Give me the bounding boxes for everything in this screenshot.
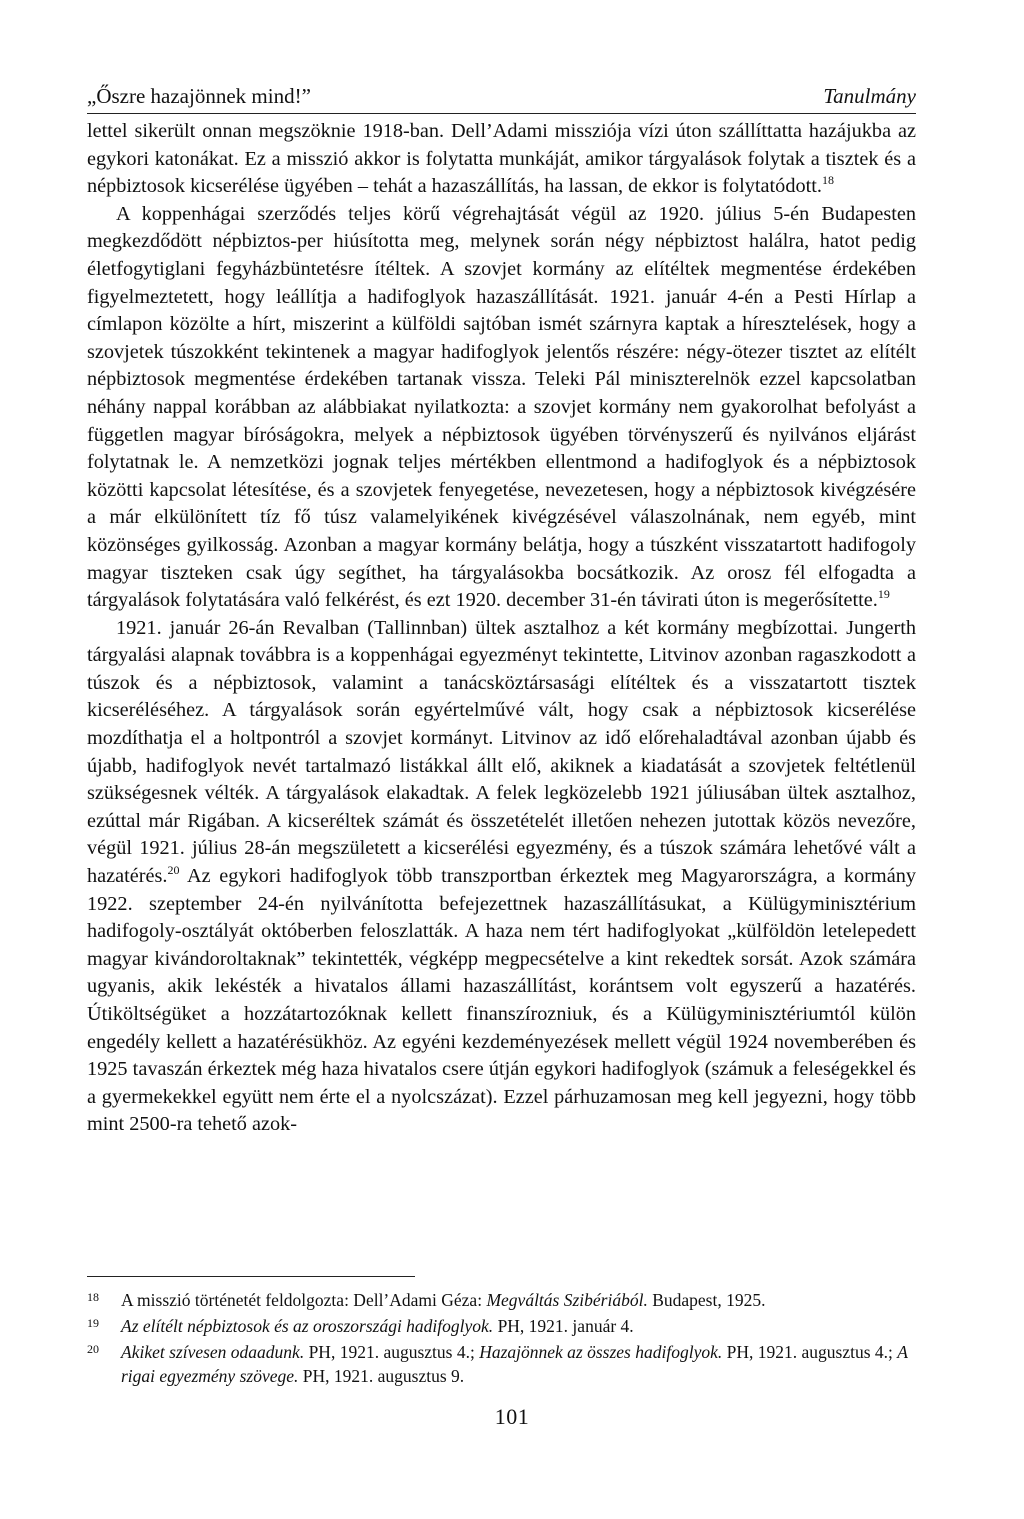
footnote-separator — [87, 1276, 415, 1277]
footnote-title: A rigai egyezmény szövege. — [121, 1342, 908, 1386]
footnote-19: 19 Az elítélt népbiztosok és az oroszországi hadifoglyok. PH, 1921. január 4. — [87, 1314, 916, 1338]
page-number: 101 — [494, 1404, 530, 1429]
footnote-number: 19 — [87, 1316, 99, 1330]
running-header — [87, 80, 916, 114]
running-header-section: Tanulmány — [823, 84, 916, 108]
footnote-ref-20[interactable]: 20 — [167, 863, 180, 878]
footnotes — [87, 1288, 916, 1390]
body-text — [87, 118, 916, 1139]
footnote-ref-18[interactable]: 18 — [821, 173, 834, 188]
footnote-title: Megváltás Szibériából. — [486, 1290, 648, 1310]
footnote-number: 18 — [87, 1290, 99, 1304]
footnote-18: 18 A misszió történetét feldolgozta: Dell’Adami Géza: Megváltás Szibériából. Budapest, 1925. — [87, 1288, 916, 1312]
paragraph-1: lettel sikerült onnan megszöknie 1918-ban. Dell’Adami missziója vízi úton szállíttatta hazájukba az egykori katonákat. Ez a misszió akkor is folytatta munkáját, amikor tárgyalások folytak a tisztek és a népbiztosok kicserélése ügyében – tehát a hazaszállítás, ha lassan, de ekkor is folytatódott.$^{18}$ — [87, 120, 916, 198]
footnote-number: 20 — [87, 1342, 99, 1356]
footnote-20: 20 Akiket szívesen odaadunk. PH, 1921. augusztus 4.; Hazajönnek az összes hadifoglyok. PH, 1921. augusztus 4.; A rigai egyezmény szövege. PH, 1921. augusztus 9. — [87, 1340, 916, 1388]
footnote-title: Hazajönnek az összes hadifoglyok. — [479, 1342, 723, 1362]
paragraph-2: A koppenhágai szerződés teljes körű végrehajtását végül az 1920. július 5-én Budapesten megkezdődött népbiztos-per hiúsította meg, melynek során négy népbiztost halálra, hatot pedig életfogytiglani fegyházbüntetésre ítéltek. A szovjet kormány az elítéltek megmentése érdekében figyelmeztetett, hogy leállítja a hadifoglyok hazaszállítását. 1921. január 4-én a Pesti Hírlap a címlapon közölte a hírt, miszerint a külföldi sajtóban ismét szárnyra kaptak a híresztelések, hogy a szovjetek túszokként tekintenek a magyar hadifoglyok jelentős részére: négy-ötezer tisztet az elítélt népbiztosok megmentése érdekében tartanak vissza. Teleki Pál miniszterelnök ezzel kapcsolatban néhány nappal korábban az alábbiakat nyilatkozta: a szovjet kormány nem gyakorolhat befolyást a független magyar bíróságokra, melyek a népbiztosok ügyében törvényszerű és nyilvános eljárást folytatnak le. A nemzetközi jognak teljes mértékben ellentmond a hadifoglyok és a népbiztosok közötti kapcsolat létesítése, és a szovjetek fenyegetése, nevezetesen, hogy a népbiztosok kivégzésére a már elkülönített tíz fő túsz valamelyikének kivégzésével válaszolnának, nem egyéb, mint közönséges gyilkosság. Azonban a magyar kormány belátja, hogy a túszként visszatartott hadifogoly magyar tiszteken csak úgy segíthet, ha tárgyalásokba bocsátkozik. Az orosz fél elfogadta a tárgyalások folytatására való felkérést, és ezt 1920. december 31-én távirati úton is megerősítette.$^{19}$ — [87, 202, 916, 612]
footnote-title: Akiket szívesen odaadunk. — [121, 1342, 305, 1362]
running-header-title: „Őszre hazajönnek mind!” — [87, 84, 311, 108]
footnote-title: Az elítélt népbiztosok és az oroszországi hadifoglyok. — [121, 1316, 494, 1336]
paragraph-3: 1921. január 26-án Revalban (Tallinnban) ültek asztalhoz a két kormány megbízottai. Jungerth tárgyalási alapnak továbbra is a koppenhágai egyezményt tekintette, Litvinov azonban ragaszkodott a túszok és a népbiztosok, valamint a tanácsköztársasági elítéltek és a visszatartott tisztek kicseréléséhez. A tárgyalások során egyértelművé vált, hogy csak a népbiztosok kicserélése mozdíthatja el a holtpontról a szovjet kormányt. Litvinov az idő előrehaladtával azonban újabb és újabb, hadifoglyok nevét tartalmazó listákkal állt elő, akiknek a kiadatását a szovjetek feltétlenül szükségesnek vélték. A tárgyalások elakadtak. A felek legközelebb 1921 júliusában ültek asztalhoz, ezúttal már Rigában. A kicseréltek számát és összetételét illetően nehezen jutottak közös nevezőre, végül 1921. július 28-án megszületett a kicserélési egyezmény, és a túszok számára lehetővé vált a hazatérés.$^{20}$ Az egykori hadifoglyok több transzportban érkeztek meg Magyarországra, a kormány 1922. szeptember 24-én nyilvánította befejezettnek hazaszállításukat, a Külügyminisztérium hadifogoly-osztályát októberben feloszlatták. A haza nem tért hadifoglyokat „külföldön letelepedett magyar kivándoroltaknak” tekintették, végképp megpecsételve a kint rekedtek sorsát. Azok számára ugyanis, akik lekésték a hivatalos állami hazaszállítást, korántsem volt egyszerű a hazatérés. Útiköltségüket a hozzátartozóknak kellett finanszírozniuk, és a Külügyminisztériumtól külön engedély kellett a hazatérésükhöz. Az egyéni kezdeményezések mellett végül 1924 novemberében és 1925 tavaszán érkeztek még haza hivatalos csere útján egykori hadifoglyok (számuk a feleségekkel és a gyermekekkel együtt nem érte el a nyolcszázat). Ezzel párhuzamosan meg kell jegyezni, hogy több mint 2500-ra tehető azok- — [87, 616, 916, 1136]
footnote-ref-19[interactable]: 19 — [877, 587, 890, 602]
